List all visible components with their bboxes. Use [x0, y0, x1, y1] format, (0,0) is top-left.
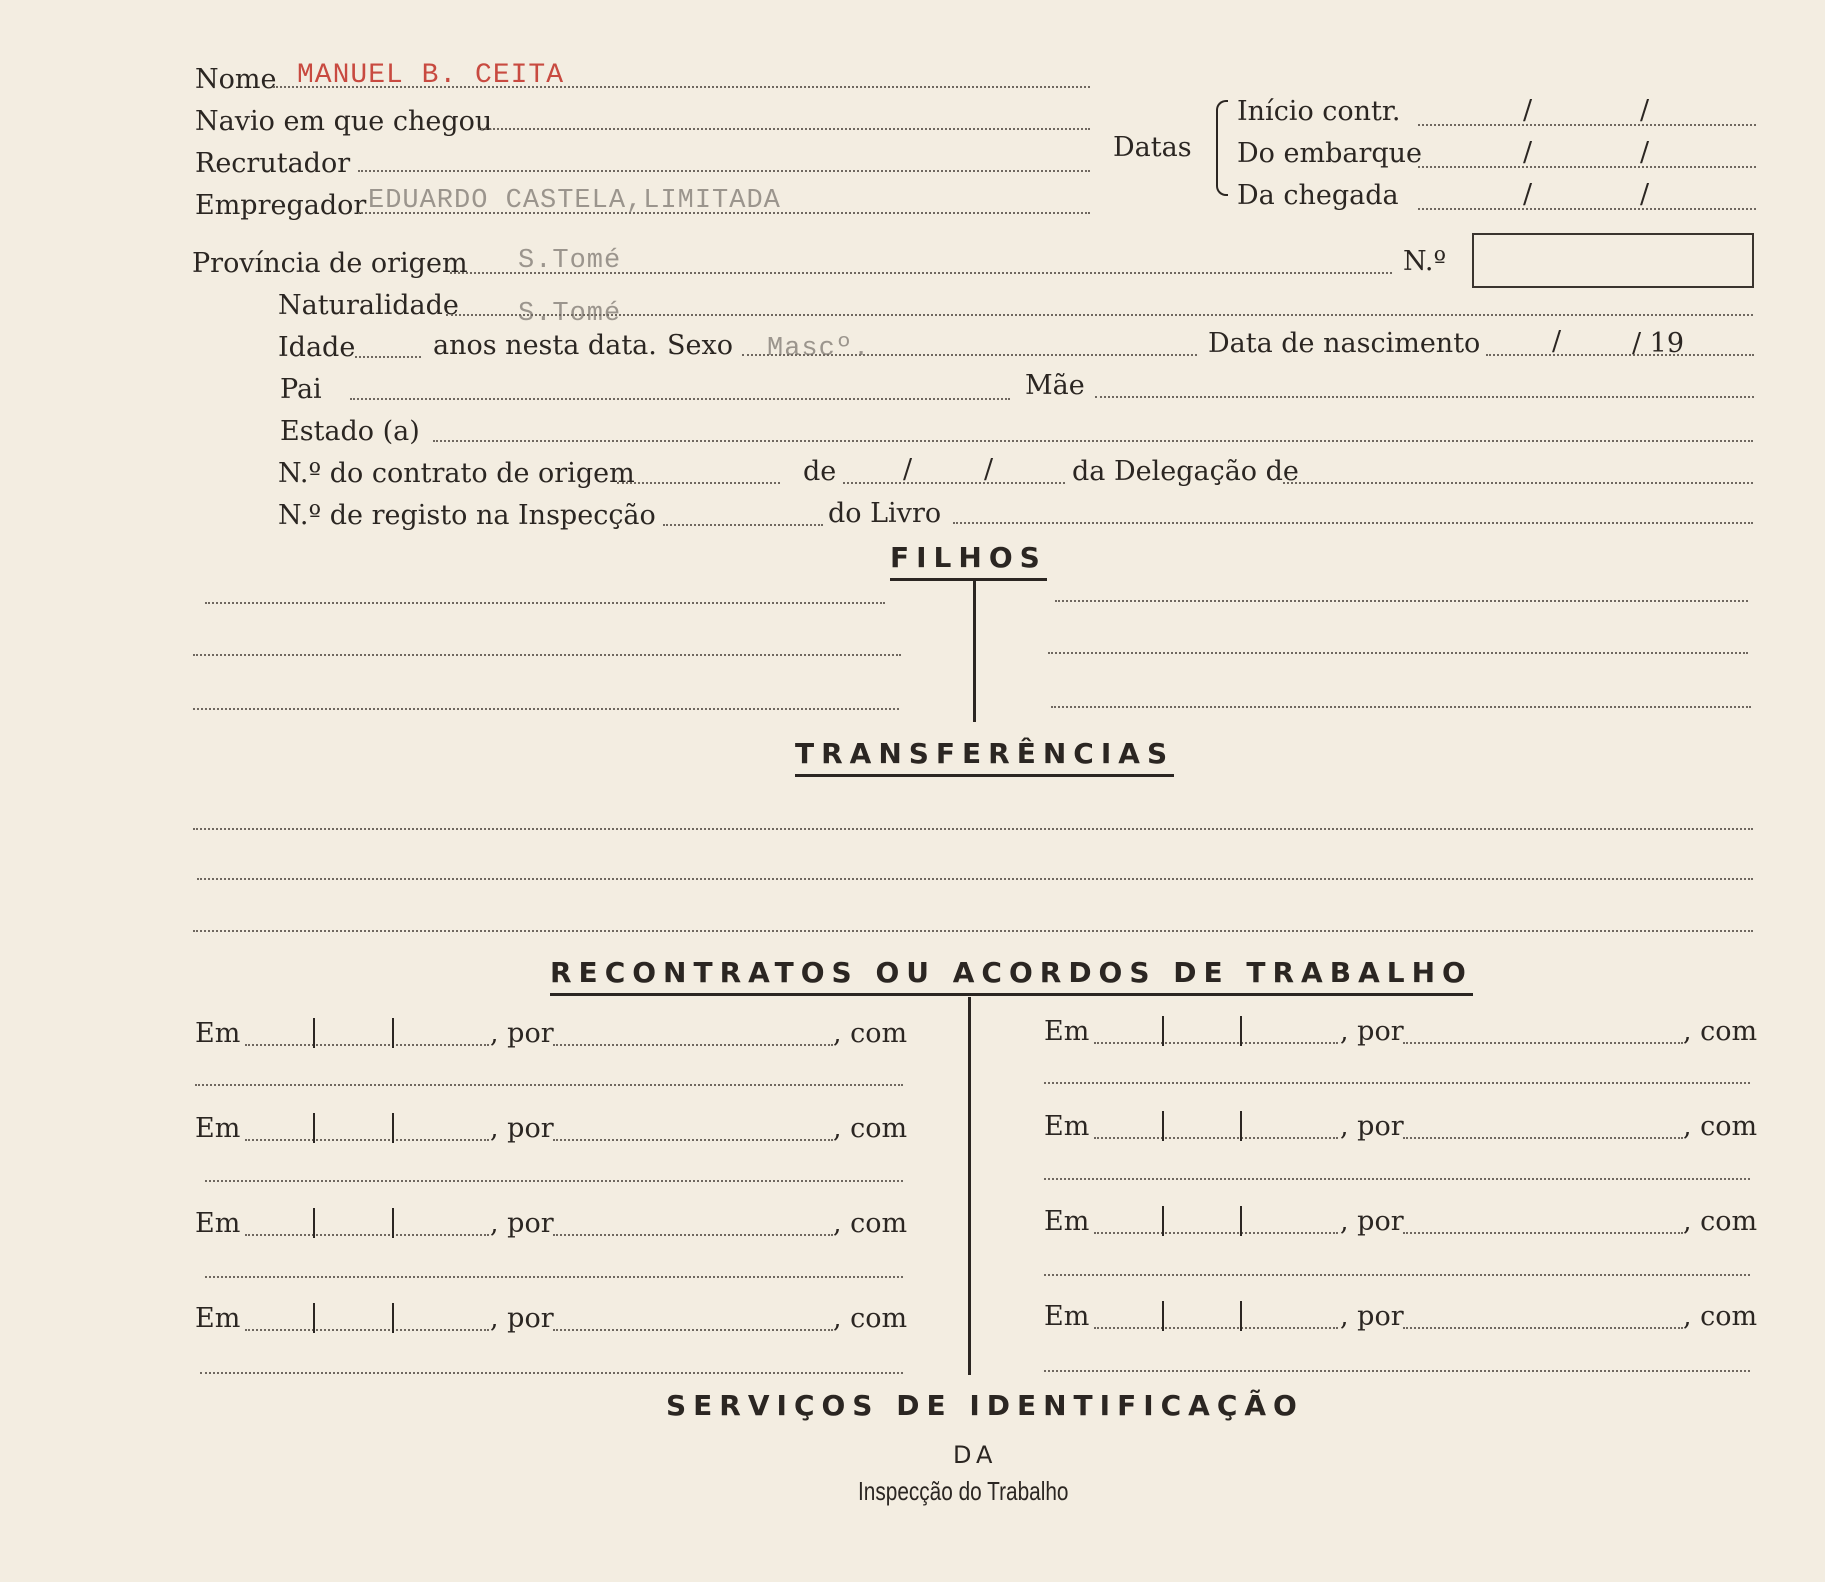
por-label: , por	[490, 1018, 554, 1049]
provincia-value: S.Tomé	[518, 246, 622, 276]
naturalidade-line[interactable]	[446, 314, 1753, 316]
por-line[interactable]	[553, 1139, 833, 1141]
chegada-label: Da chegada	[1237, 180, 1399, 211]
recrutador-line[interactable]	[358, 170, 1090, 172]
nascimento-slash: /	[1552, 326, 1562, 357]
filhos-heading: FILHOS	[890, 544, 1047, 581]
date-separator	[1162, 1111, 1164, 1141]
em-date-line[interactable]	[245, 1139, 489, 1141]
chegada-slash-1: /	[1523, 179, 1533, 210]
com-label: , com	[833, 1303, 908, 1334]
em-label: Em	[195, 1303, 241, 1334]
date-separator	[1162, 1206, 1164, 1236]
com-line[interactable]	[1044, 1370, 1750, 1372]
datas-label: Datas	[1113, 132, 1192, 163]
embarque-label: Do embarque	[1237, 138, 1423, 169]
estado-line[interactable]	[433, 440, 1753, 442]
date-separator	[1240, 1111, 1242, 1141]
nome-label: Nome	[195, 64, 277, 95]
idade-line[interactable]	[355, 356, 421, 358]
por-label: , por	[490, 1208, 554, 1239]
em-date-line[interactable]	[245, 1044, 489, 1046]
em-label: Em	[195, 1208, 241, 1239]
sexo-line[interactable]	[742, 354, 1197, 356]
de-slash-1: /	[903, 454, 913, 485]
em-date-line[interactable]	[1094, 1232, 1338, 1234]
com-line[interactable]	[1044, 1082, 1750, 1084]
date-separator	[313, 1303, 315, 1333]
sexo-label: Sexo	[667, 330, 733, 361]
com-label: , com	[833, 1113, 908, 1144]
delegacao-line[interactable]	[1283, 482, 1753, 484]
numero-label: N.º	[1403, 246, 1447, 277]
com-label: , com	[833, 1018, 908, 1049]
em-date-line[interactable]	[245, 1329, 489, 1331]
por-label: , por	[1340, 1206, 1404, 1237]
recrutador-label: Recrutador	[195, 148, 351, 179]
por-line[interactable]	[1403, 1042, 1683, 1044]
naturalidade-value: S.Tomé	[518, 299, 622, 329]
em-date-line[interactable]	[1094, 1327, 1338, 1329]
estado-label: Estado (a)	[280, 416, 420, 447]
em-date-line[interactable]	[1094, 1137, 1338, 1139]
nome-value: MANUEL B. CEITA	[297, 60, 565, 91]
nascimento-line[interactable]	[1486, 354, 1754, 356]
empregador-line[interactable]	[358, 212, 1090, 214]
nascimento-label: Data de nascimento	[1208, 328, 1481, 359]
filhos-divider	[973, 580, 976, 722]
date-separator	[392, 1018, 394, 1048]
embarque-slash-2: /	[1640, 137, 1650, 168]
com-label: , com	[1683, 1206, 1758, 1237]
em-label: Em	[1044, 1111, 1090, 1142]
em-label: Em	[195, 1113, 241, 1144]
registo-label: N.º de registo na Inspecção	[278, 500, 656, 531]
filhos-left-line-1[interactable]	[205, 602, 885, 604]
delegacao-label: da Delegação de	[1072, 456, 1299, 487]
com-line[interactable]	[195, 1084, 903, 1086]
chegada-slash-2: /	[1640, 179, 1650, 210]
de-slash-2: /	[984, 454, 994, 485]
transferencias-line-1[interactable]	[193, 828, 1753, 830]
por-label: , por	[1340, 1016, 1404, 1047]
em-label: Em	[1044, 1206, 1090, 1237]
por-line[interactable]	[1403, 1137, 1683, 1139]
recontratos-heading: RECONTRATOS OU ACORDOS DE TRABALHO	[550, 959, 1473, 996]
recontratos-divider	[968, 997, 971, 1375]
em-date-line[interactable]	[1094, 1042, 1338, 1044]
embarque-line[interactable]	[1418, 166, 1756, 168]
navio-label: Navio em que chegou	[195, 106, 493, 137]
registo-line[interactable]	[663, 524, 823, 526]
anos-label: anos nesta data.	[433, 330, 657, 361]
nome-line[interactable]	[273, 86, 1090, 88]
date-separator	[1240, 1206, 1242, 1236]
empregador-label: Empregador	[195, 190, 367, 221]
date-separator	[1240, 1016, 1242, 1046]
por-line[interactable]	[553, 1234, 833, 1236]
provincia-line[interactable]	[450, 272, 1392, 274]
naturalidade-label: Naturalidade	[278, 290, 459, 321]
com-label: , com	[1683, 1016, 1758, 1047]
date-separator	[1162, 1016, 1164, 1046]
contrato-label: N.º do contrato de origem	[278, 458, 635, 489]
com-line[interactable]	[205, 1180, 903, 1182]
date-separator	[1162, 1301, 1164, 1331]
date-separator	[313, 1208, 315, 1238]
inicio-slash-1: /	[1523, 95, 1533, 126]
com-label: , com	[833, 1208, 908, 1239]
filhos-right-line-2[interactable]	[1048, 652, 1748, 654]
footer-da: DA	[953, 1441, 998, 1469]
com-line[interactable]	[1044, 1274, 1750, 1276]
transferencias-heading: TRANSFERÊNCIAS	[795, 740, 1174, 777]
mae-label: Mãe	[1025, 370, 1085, 401]
em-date-line[interactable]	[245, 1234, 489, 1236]
livro-label: do Livro	[828, 498, 942, 529]
filhos-left-line-3[interactable]	[193, 708, 899, 710]
date-separator	[392, 1113, 394, 1143]
filhos-right-line-1[interactable]	[1055, 600, 1748, 602]
date-separator	[1240, 1301, 1242, 1331]
inicio-slash-2: /	[1640, 95, 1650, 126]
numero-box[interactable]	[1472, 233, 1754, 288]
por-line[interactable]	[553, 1329, 833, 1331]
embarque-slash-1: /	[1523, 137, 1533, 168]
com-label: , com	[1683, 1301, 1758, 1332]
com-line[interactable]	[200, 1372, 903, 1374]
por-label: , por	[490, 1303, 554, 1334]
por-label: , por	[1340, 1301, 1404, 1332]
com-line[interactable]	[205, 1276, 903, 1278]
em-label: Em	[1044, 1016, 1090, 1047]
inicio-label: Início contr.	[1237, 96, 1401, 127]
por-line[interactable]	[1403, 1327, 1683, 1329]
footer-servicos: SERVIÇOS DE IDENTIFICAÇÃO	[666, 1389, 1304, 1422]
chegada-line[interactable]	[1418, 208, 1756, 210]
por-line[interactable]	[553, 1044, 833, 1046]
date-separator	[313, 1018, 315, 1048]
livro-line[interactable]	[953, 522, 1753, 524]
idade-label: Idade	[278, 332, 356, 363]
com-label: , com	[1683, 1111, 1758, 1142]
filhos-right-line-3[interactable]	[1051, 706, 1751, 708]
pai-line[interactable]	[350, 398, 1010, 400]
por-label: , por	[1340, 1111, 1404, 1142]
transferencias-line-2[interactable]	[197, 878, 1753, 880]
de-date-line[interactable]	[843, 482, 1065, 484]
provincia-label: Província de origem	[192, 248, 468, 279]
empregador-value: EDUARDO CASTELA,LIMITADA	[368, 186, 781, 216]
inicio-line[interactable]	[1418, 124, 1756, 126]
com-line[interactable]	[1044, 1178, 1750, 1180]
footer-inspeccao: Inspecção do Trabalho	[858, 1476, 1069, 1506]
por-line[interactable]	[1403, 1232, 1683, 1234]
date-separator	[392, 1208, 394, 1238]
sexo-value: Mascº.	[767, 334, 871, 364]
em-label: Em	[1044, 1301, 1090, 1332]
transferencias-line-3[interactable]	[193, 930, 1753, 932]
filhos-left-line-2[interactable]	[193, 654, 901, 656]
nascimento-year: / 19	[1632, 328, 1685, 359]
pai-label: Pai	[280, 374, 322, 405]
em-label: Em	[195, 1018, 241, 1049]
date-separator	[392, 1303, 394, 1333]
navio-line[interactable]	[478, 128, 1090, 130]
contrato-line[interactable]	[617, 482, 780, 484]
por-label: , por	[490, 1113, 554, 1144]
date-separator	[313, 1113, 315, 1143]
de-label: de	[803, 456, 837, 487]
mae-line[interactable]	[1095, 396, 1754, 398]
datas-brace	[1216, 100, 1228, 196]
